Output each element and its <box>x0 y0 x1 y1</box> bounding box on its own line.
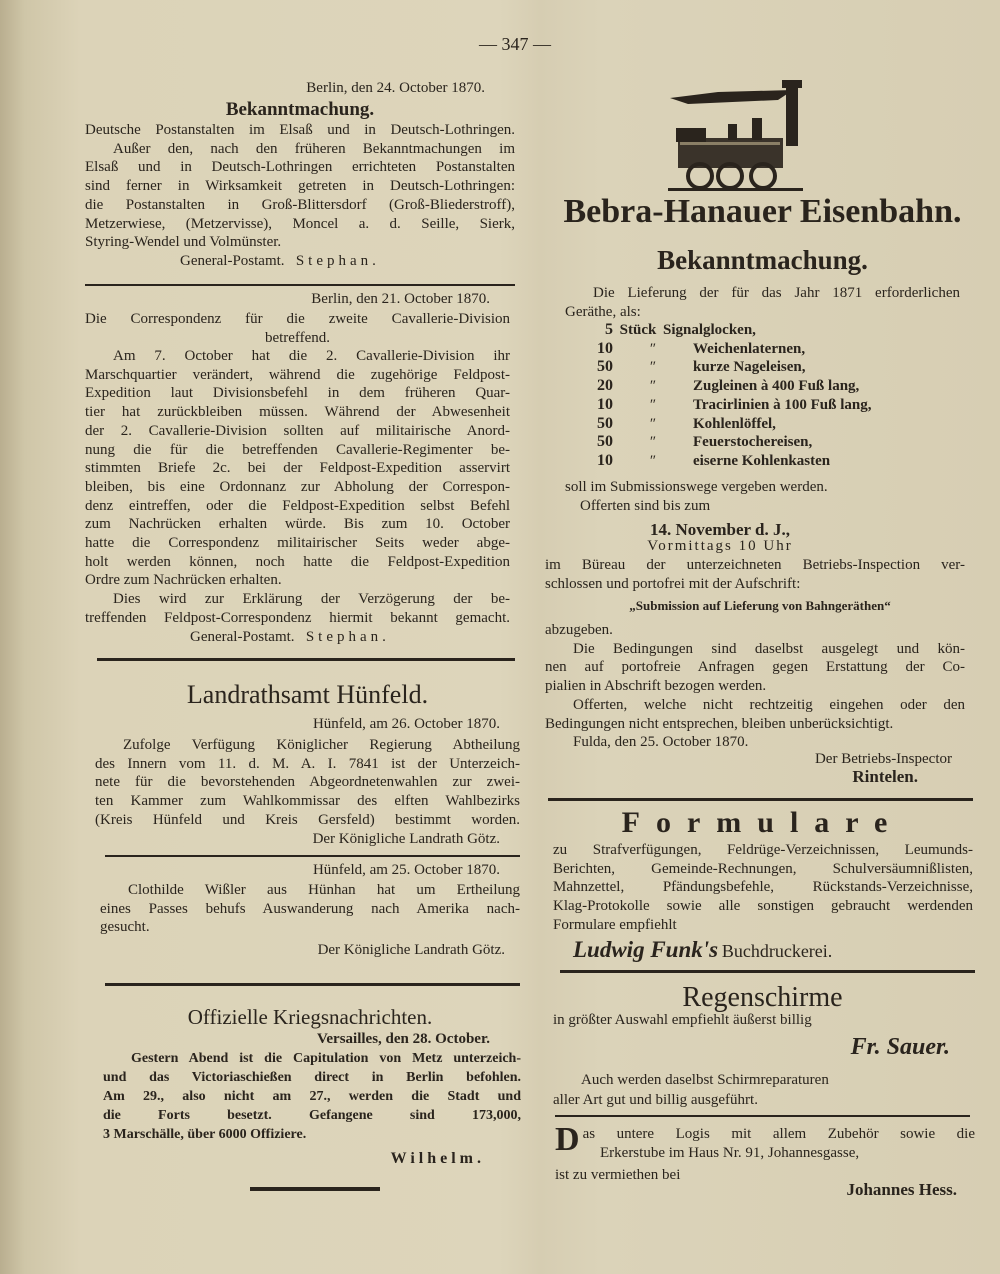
section-title: Landrathsamt Hünfeld. <box>186 680 429 709</box>
text-line: zum Nachrücken erhalten würde. Bis zum 10. October <box>85 516 510 533</box>
text-line: soll im Submissionswege vergeben werden. <box>565 479 828 495</box>
signature-name: Stephan. <box>305 628 390 645</box>
text-line: Offerten sind bis zum <box>580 497 711 514</box>
text-line: Klag-Protokolle sowie alle sonstigen gebraucht werdenden <box>553 898 973 915</box>
list-item <box>565 452 960 471</box>
ad-title: Formulare <box>621 806 904 839</box>
text-line: Die Bedingungen sind daselbst ausgelegt und kön- <box>573 640 965 657</box>
text-line: im Büreau der unterzeichneten Betriebs-Inspection ver- <box>545 557 965 573</box>
notice-title: Bekanntmachung. <box>657 245 868 275</box>
item-name: Zugleinen à 400 Fuß lang, <box>693 378 860 395</box>
divider <box>97 658 515 661</box>
text-line: hatte die Correspondenz militairischer Seits weder abge- <box>85 535 510 552</box>
text-line: Metzerwiese, (Metzervisse), Moncel a. d. Seille, Sierk, <box>85 215 515 232</box>
item-name: Weichenlaternen, <box>693 340 806 357</box>
text-line: Am 7. October hat die 2. Cavallerie-Division ihr <box>113 348 510 364</box>
signature-office: General-Postamt. <box>190 628 295 645</box>
item-name: Signalglocken, <box>663 322 756 338</box>
divider <box>105 855 520 857</box>
locomotive-illustration <box>668 78 803 196</box>
text-line: holt werden können, noch hatte die Feldpost-Expedition <box>85 553 510 570</box>
text-line: Styring-Wendel und Volmünster. <box>85 234 282 251</box>
list-item <box>565 433 960 452</box>
item-name: kurze Nageleisen, <box>693 359 806 376</box>
text-line: nen auf portofreie Anfragen gegen Erstattung der Co- <box>545 659 965 676</box>
text-line: Clothilde Wißler aus Hünhan hat um Ertheilung <box>128 882 520 898</box>
text-line: Auch werden daselbst Schirmreparaturen <box>581 1072 829 1088</box>
text-line: Offerten, welche nicht rechtzeitig eingehen oder den <box>573 696 965 713</box>
text-line: pialien in Abschrift bezogen werden. <box>545 678 767 695</box>
item-unit: ″ <box>649 452 657 469</box>
text-line: aller Art gut und billig ausgeführt. <box>553 1092 758 1108</box>
text-line: Marschquartier verändert, während die zugehörige Feldpost- <box>85 366 510 383</box>
dateline: Versailles, den 28. October. <box>316 1031 490 1047</box>
text-line: sind ferner in Wirksamkeit getreten in Deutsch-Lothringen: <box>85 178 515 195</box>
text-line: treffenden Feldpost-Correspondenz hiermit bekannt gemacht. <box>85 609 510 626</box>
text-line: des Innern vom 11. d. M. A. I. 7841 ist der Unterzeich- <box>95 755 520 772</box>
notice-title: Bekanntmachung. <box>225 99 375 120</box>
divider <box>560 970 975 973</box>
notice-heading: Bebra-Hanauer Eisenbahn. <box>563 193 962 230</box>
item-name: Feuerstochereisen, <box>693 434 813 451</box>
list-item <box>565 321 960 340</box>
text-line: Ordre zum Nachrücken erhalten. <box>85 572 282 589</box>
dateline: Berlin, den 24. October 1870. <box>306 80 485 96</box>
text-line: bleiben, bis eine Ordonnanz zur Abholung der Correspon- <box>85 478 510 495</box>
item-unit: Stück <box>619 322 657 338</box>
deadline-time: Vormittags 10 Uhr <box>647 538 793 554</box>
text-line: Das untere Logis mit allem Zubehör sowie die <box>555 1121 975 1158</box>
text-line: Bedingungen nicht entsprechen, bleiben unberücksichtigt. <box>545 715 894 732</box>
text-line: tier hat zurückbleiben müssen. Während der Abwesenheit <box>85 404 510 421</box>
list-item <box>565 415 960 434</box>
text-line: denz eintreffen, oder die Feldpost-Expedition selbst Befehl <box>85 497 510 514</box>
item-unit: ″ <box>649 359 657 376</box>
text-line: in größter Auswahl empfiehlt äußerst billig <box>553 1012 812 1028</box>
item-qty: 10 <box>597 395 613 413</box>
deadline-date: 14. November d. J., <box>650 520 790 539</box>
item-name: Tracirlinien à 100 Fuß lang, <box>693 396 872 413</box>
signature: Der Königliche Landrath Götz. <box>312 830 500 847</box>
dateline: Hünfeld, am 26. October 1870. <box>312 716 500 732</box>
list-item <box>565 377 960 396</box>
text-line: Geräthe, als: <box>565 303 641 320</box>
divider <box>250 1187 380 1191</box>
item-qty: 5 <box>605 321 613 338</box>
list-item <box>565 340 960 359</box>
place-date: Fulda, den 25. October 1870. <box>573 734 749 751</box>
text-line: 3 Marschälle, über 6000 Offiziere. <box>103 1127 307 1142</box>
signature <box>85 628 510 647</box>
page-number: — 347 — <box>479 34 551 54</box>
text-line: schlossen und portofrei mit der Aufschrift: <box>545 575 801 592</box>
item-qty: 20 <box>597 377 613 395</box>
text-line: nung die für die betreffenden Cavallerie-Regimenter be- <box>85 441 510 458</box>
text-line: der 2. Cavallerie-Division sollten auf militairische Anord- <box>85 422 510 439</box>
text-line: stimmten Briefe 2c. bei der Feldpost-Expedition asservirt <box>85 460 510 477</box>
text-line: abzugeben. <box>545 622 613 638</box>
text-line: Erkerstube im Haus Nr. 91, Johannesgasse, <box>600 1144 860 1161</box>
divider <box>555 1115 970 1117</box>
list-item <box>565 396 960 415</box>
text-line: zu Strafverfügungen, Feldrüge-Verzeichnissen, Leumunds- <box>553 842 973 858</box>
seller-name: Fr. Sauer. <box>850 1034 950 1060</box>
text-line: Gestern Abend ist die Capitulation von Metz unterzeich- <box>131 1051 521 1066</box>
firm-name: Ludwig Funk's <box>573 937 719 962</box>
signature-office: General-Postamt. <box>180 252 285 269</box>
divider <box>548 798 973 801</box>
page-number-value: 347 <box>501 34 529 54</box>
signature-title: Der Betriebs-Inspector <box>814 751 952 767</box>
section-title: Offizielle Kriegsnachrichten. <box>187 1005 433 1029</box>
item-qty: 50 <box>597 414 613 432</box>
signature-name: Stephan. <box>295 252 380 269</box>
inscription: „Submission auf Lieferung von Bahngeräthen“ <box>629 598 891 613</box>
advertiser-name: Johannes Hess. <box>846 1180 957 1199</box>
subject-line: betreffend. <box>264 329 331 346</box>
signature-name: Rintelen. <box>852 767 918 786</box>
divider <box>105 983 520 986</box>
item-qty: 10 <box>597 339 613 357</box>
firm-line <box>573 937 832 963</box>
signature <box>85 252 515 271</box>
text-line: Am 29., also nicht am 27., werden die Stadt und <box>103 1089 521 1104</box>
text-line: die Forts besetzt. Gefangene sind 173,000, <box>103 1108 521 1123</box>
text-line: nete für die bevorstehenden Abgeordnetenwahlen zur zwei- <box>95 774 520 791</box>
item-qty: 50 <box>597 358 613 376</box>
text-line: gesucht. <box>100 919 150 936</box>
signature: Wilhelm. <box>390 1150 485 1167</box>
dateline: Berlin, den 21. October 1870. <box>311 291 490 307</box>
text-line: Expedition laut Divisionsbefehl in dem früheren Quar- <box>85 385 510 402</box>
text-line: Berichten, Gemeinde-Rechnungen, Schulversäumnißlisten, <box>553 860 973 877</box>
text-line: Mahnzettel, Pfändungsbefehle, Rückstands-Verzeichnisse, <box>553 879 973 896</box>
text-line: ten Kammer zum Wahlkommissar des elften Wahlbezirks <box>95 793 520 810</box>
text-line: Dies wird zur Erklärung der Verzögerung der be- <box>113 591 510 608</box>
item-name: eiserne Kohlenkasten <box>693 452 831 469</box>
item-list <box>565 321 960 471</box>
item-qty: 10 <box>597 451 613 469</box>
text-line: Deutsche Postanstalten im Elsaß und in Deutsch-Lothringen. <box>85 122 515 138</box>
text-line: Elsaß und in Deutsch-Lothringen errichteten Postanstalten <box>85 159 515 176</box>
text-line: eines Passes behufs Auswanderung nach Amerika nach- <box>100 900 520 917</box>
text-line: Formulare empfiehlt <box>553 916 677 933</box>
divider <box>85 284 515 286</box>
item-unit: ″ <box>649 415 657 432</box>
item-unit: ″ <box>649 340 657 357</box>
item-unit: ″ <box>649 396 657 413</box>
text-line: Zufolge Verfügung Königlicher Regierung Abtheilung <box>123 737 520 753</box>
ad-title: Regenschirme <box>682 982 843 1013</box>
text-line: Außer den, nach den früheren Bekanntmachungen im <box>113 140 515 157</box>
text-line: Die Lieferung der für das Jahr 1871 erforderlichen <box>593 285 960 301</box>
item-unit: ″ <box>649 378 657 395</box>
text-line: ist zu vermiethen bei <box>555 1167 681 1184</box>
text-line: (Kreis Hünfeld und Kreis Gersfeld) bestimmt worden. <box>95 811 520 828</box>
signature: Der Königliche Landrath Götz. <box>317 942 505 958</box>
list-item <box>565 358 960 377</box>
item-name: Kohlenlöffel, <box>693 415 776 432</box>
text-line: die Postanstalten in Groß-Blittersdorf (Groß-Bliederstroff), <box>85 196 515 213</box>
subject-line: Die Correspondenz für die zweite Cavallerie-Division <box>85 311 510 327</box>
item-qty: 50 <box>597 433 613 451</box>
item-unit: ″ <box>649 434 657 451</box>
text-line: und das Victoriaschießen direct in Berlin befohlen. <box>103 1070 521 1085</box>
firm-suffix: Buchdruckerei. <box>721 941 833 961</box>
dateline: Hünfeld, am 25. October 1870. <box>312 862 500 878</box>
